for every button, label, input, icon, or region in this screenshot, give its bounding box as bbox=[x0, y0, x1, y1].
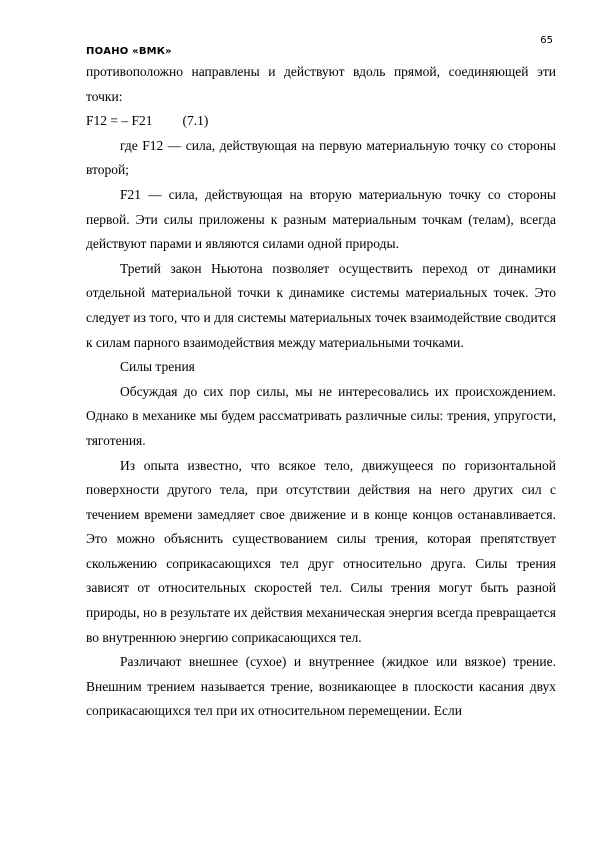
formula-number: (7.1) bbox=[182, 113, 209, 129]
paragraph-f12-definition: где F12 — сила, действующая на первую материальную точку со стороны второй; bbox=[86, 137, 556, 178]
formula-expression: F12 = – F21 bbox=[86, 113, 153, 129]
section-heading-friction: Силы трения bbox=[120, 359, 195, 375]
formula-line bbox=[86, 109, 556, 134]
paragraph-friction-experience: Из опыта известно, что всякое тело, движущееся по горизонтальной поверхности другого тела, при отсутствии действия на него других сил с течением времени замедляет свое движение и в конце концов останавливается. Это можно объяснить существованием силы трения, которая препятствует скольжению соприкасающихся тел друг относительно друга. Силы трения зависят от относительных скоростей тел. Силы трения могут быть разной природы, но в результате их действия механическая энергия всегда превращается во внутреннюю энергию соприкасающихся тел. bbox=[86, 457, 556, 645]
paragraph-friction-types: Различают внешнее (сухое) и внутреннее (жидкое или вязкое) трение. Внешним трением называется трение, возникающее в плоскости касания двух соприкасающихся тел при их относительном перемещении. Если bbox=[86, 654, 556, 719]
page-body bbox=[86, 60, 556, 724]
paragraph-third-law: Третий закон Ньютона позволяет осуществить переход от динамики отдельной материальной точки к динамике системы материальных точек. Это следует из того, что и для системы материальных точек взаимодействие сводится к силам парного взаимодействия между материальными точками. bbox=[86, 260, 556, 350]
paragraph-forces-origin: Обсуждая до сих пор силы, мы не интересовались их происхождением. Однако в механике мы будем рассматривать различные силы: трения, упругости, тяготения. bbox=[86, 383, 556, 448]
page-number: 65 bbox=[540, 35, 553, 46]
organization-header: ПОАНО «ВМК» bbox=[86, 46, 172, 57]
paragraph-continuation: противоположно направлены и действуют вдоль прямой, соединяющей эти точки: bbox=[86, 64, 556, 104]
paragraph-f21-definition: F21 — сила, действующая на вторую материальную точку со стороны первой. Эти силы приложены к разным материальным точкам (телам), всегда действуют парами и являются силами одной природы. bbox=[86, 186, 556, 252]
